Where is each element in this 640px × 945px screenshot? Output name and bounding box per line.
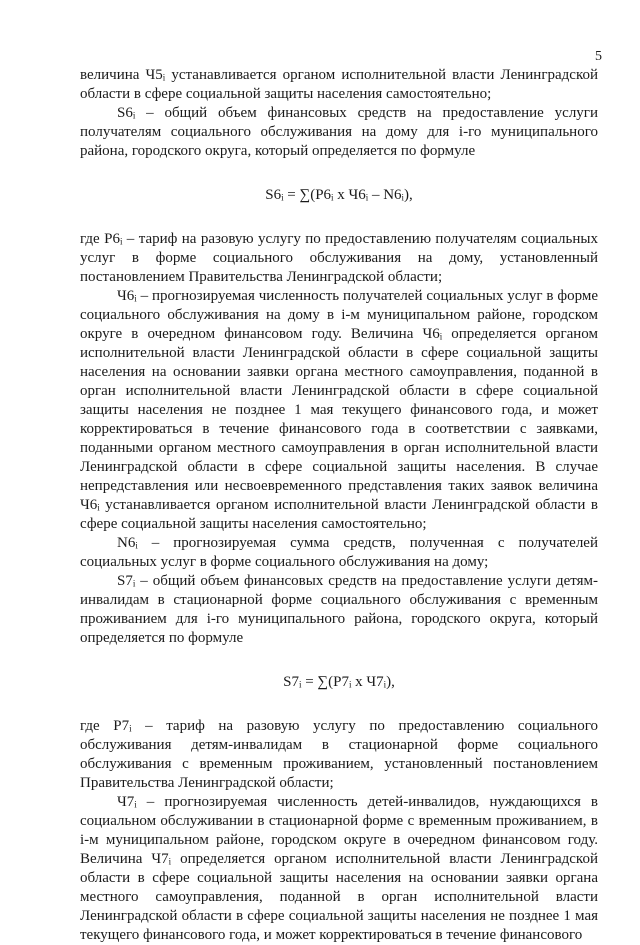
paragraph-s7-definition: S7ᵢ – общий объем финансовых средств на предоставление услуги детям-инвалидам в стационарной форме социального обслуживания с временным проживанием для i-го муниципального района, городского округа, который определяется по формуле <box>80 573 598 646</box>
paragraph-ch7-definition: Ч7ᵢ – прогнозируемая численность детей-инвалидов, нуждающихся в социальном обслуживании в стационарной форме с временным проживанием, в i-м муниципальном районе, городском округе в очередном финансовом году. Величина Ч7ᵢ определяется органом исполнительной власти Ленинградской области в сфере социальной защиты населения на основании заявки органа местного самоуправления, поданной в орган исполнительной власти Ленинградской области в сфере социальной защиты населения не позднее 1 мая текущего финансового года, и может корректироваться в течение финансового <box>80 794 598 943</box>
paragraph-ch5-continuation: величина Ч5ᵢ устанавливается органом исполнительной власти Ленинградской области в сфере социальной защиты населения самостоятельно; <box>80 67 598 102</box>
paragraph-ch6-definition: Ч6ᵢ – прогнозируемая численность получателей социальных услуг в форме социального обслуживания на дому в i-м муниципальном районе, городском округе в очередном финансовом году. Величина Ч6ᵢ определяется органом исполнительной власти Ленинградской области в сфере социальной защиты населения на основании заявки органа местного самоуправления, поданной в орган исполнительной власти Ленинградской области в сфере социальной защиты населения не позднее 1 мая текущего финансового года, и может корректироваться в течение финансового года в соответствии с заявками, поданными органом местного самоуправления в орган исполнительной власти Ленинградской области в сфере социальной защиты населения. В случае непредставления или несвоевременного представления таких заявок величина Ч6ᵢ устанавливается органом исполнительной власти Ленинградской области в сфере социальной защиты населения самостоятельно; <box>80 288 598 532</box>
paragraph-p7-definition: где P7ᵢ – тариф на разовую услугу по предоставлению социального обслуживания детям-инвалидам в стационарной форме социального обслуживания с временным проживанием, установленный постановлением Правительства Ленинградской области; <box>80 718 598 791</box>
paragraph-n6-definition: N6ᵢ – прогнозируемая сумма средств, полученная с получателей социальных услуг в форме социального обслуживания на дому; <box>80 535 598 570</box>
page-number: 5 <box>595 49 602 64</box>
paragraph-s6-definition: S6ᵢ – общий объем финансовых средств на предоставление услуги получателям социального обслуживания на дому для i-го муниципального района, городского округа, который определяется по формуле <box>80 105 598 159</box>
document-body <box>80 66 598 945</box>
formula-s7: S7ᵢ = ∑(P7ᵢ x Ч7ᵢ), <box>283 674 395 690</box>
paragraph-p6-definition: где P6ᵢ – тариф на разовую услугу по предоставлению получателям социальных услуг в форме социального обслуживания на дому, установленный постановлением Правительства Ленинградской области; <box>80 231 598 285</box>
formula-s6: S6ᵢ = ∑(P6ᵢ x Ч6ᵢ – N6ᵢ), <box>265 187 413 203</box>
